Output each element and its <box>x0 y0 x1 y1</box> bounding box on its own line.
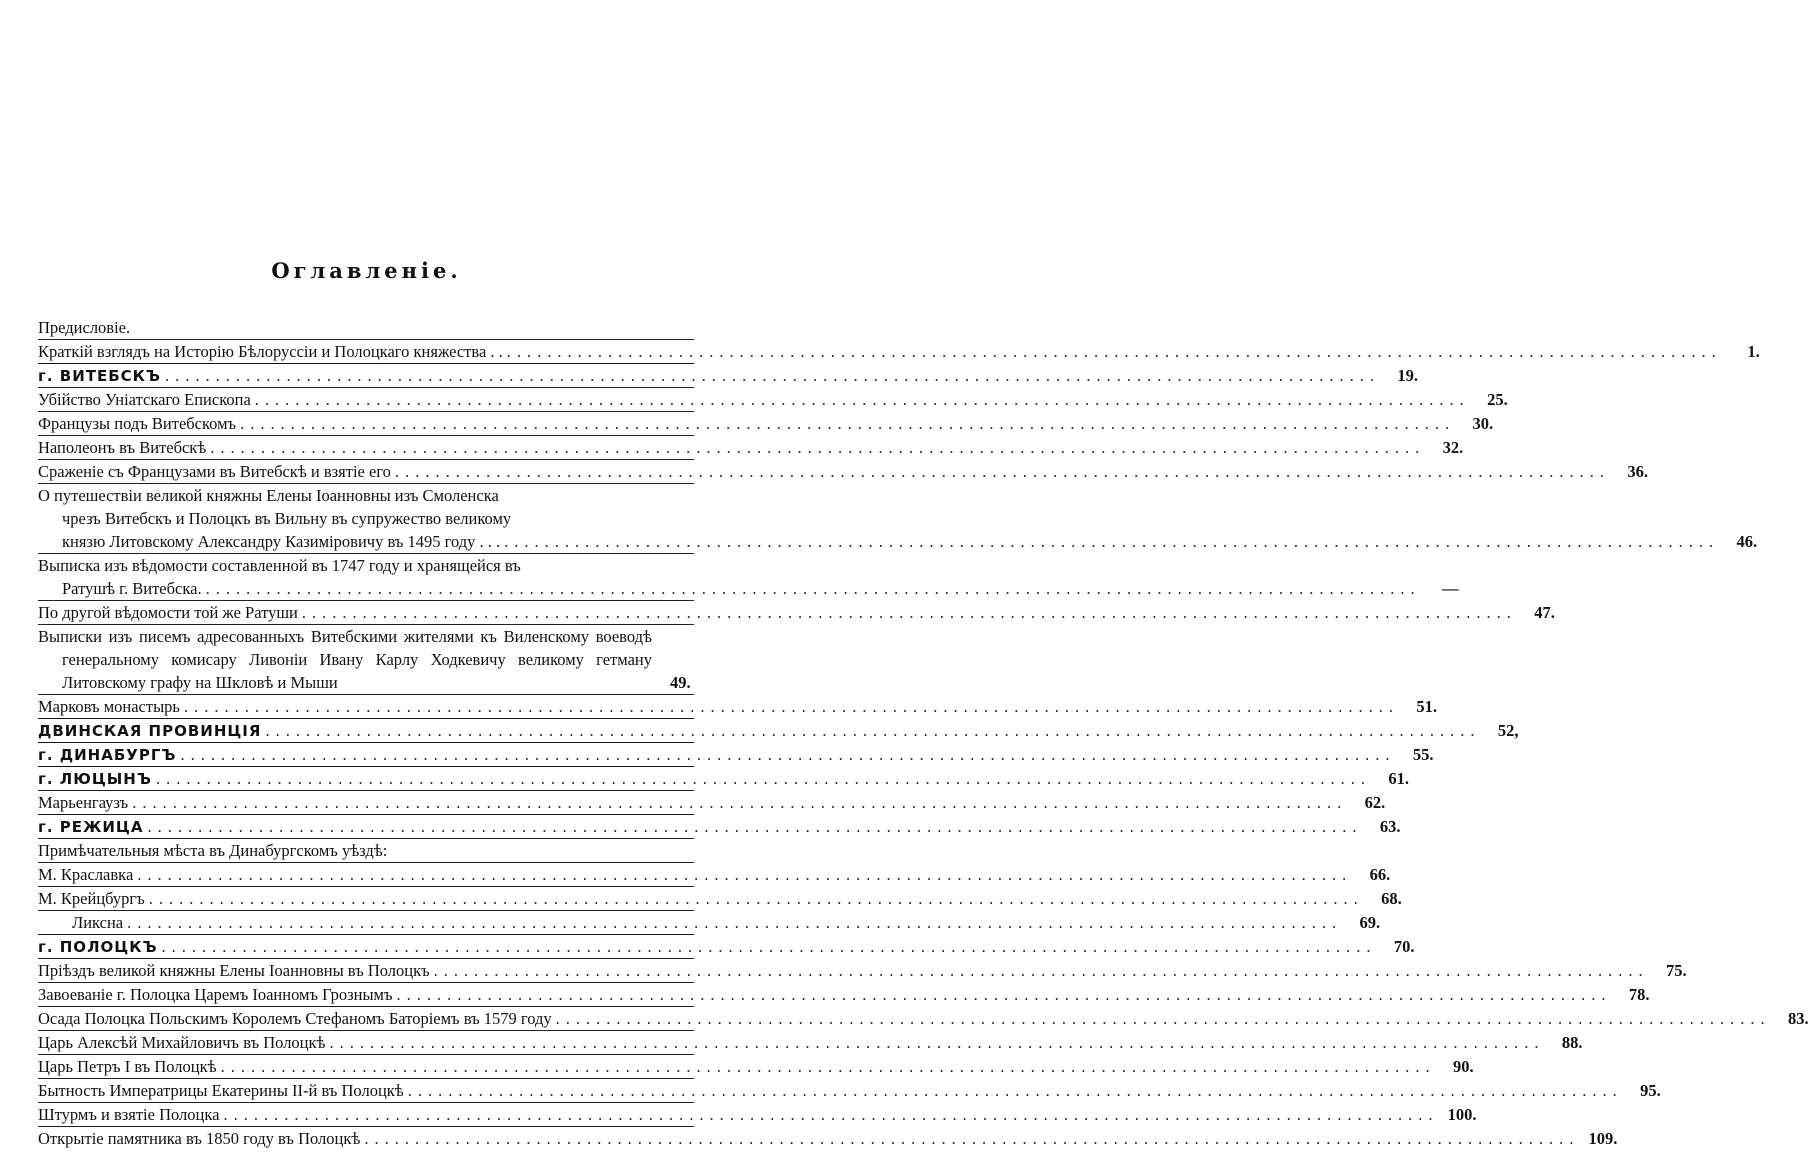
toc-entry-title: г. ПОЛОЦКЪ <box>38 938 158 956</box>
toc-entry <box>38 553 1459 600</box>
toc-entry <box>38 766 1409 790</box>
toc-entry-title: Осада Полоцка Польскимъ Королемъ Стефаномъ Баторіемъ въ 1579 году <box>38 1009 552 1028</box>
toc-entry-title: Выписка изъ вѣдомости составленной въ 1747 году и хранящейся въ <box>38 556 521 575</box>
page-number: 68. <box>1381 889 1402 908</box>
toc-entry-title: Французы подъ Витебскомъ <box>38 414 237 433</box>
toc-entry-title: Царь Алексѣй Михайловичъ въ Полоцкѣ <box>38 1033 326 1052</box>
dot-leader: ........................................................................................................................ <box>265 721 1481 740</box>
toc-entry <box>38 862 1391 886</box>
dot-leader: ........................................................................................................................ <box>210 438 1426 457</box>
toc-entry <box>38 694 1437 718</box>
toc-entry <box>38 1126 1618 1150</box>
page-number: 25. <box>1487 390 1508 409</box>
dot-leader: ........................................................................................................................ <box>155 769 1371 788</box>
toc-entry-title: Бытность Императрицы Екатерины II-й въ Полоцкѣ <box>38 1081 404 1100</box>
dot-leader: ........................................................................................................................ <box>364 1129 1580 1148</box>
page-number: 46. <box>1736 532 1758 551</box>
toc-entry <box>38 411 1494 435</box>
toc-entry <box>38 1078 1661 1102</box>
page-number: 51. <box>1416 697 1437 716</box>
page-number: 47. <box>1534 603 1555 622</box>
toc-entry <box>38 363 1419 387</box>
page-number: 69. <box>1359 913 1381 932</box>
dot-leader: ........................................................................................................................ <box>147 817 1363 836</box>
page-number: 90. <box>1452 1057 1474 1076</box>
toc-entry-title: Открытіе памятника въ 1850 году въ Полоцкѣ <box>38 1129 361 1148</box>
toc-entry-title: Ратушѣ г. Витебска. <box>62 579 202 598</box>
dot-leader: ........................................................................................................................ <box>180 745 1396 764</box>
toc-entry <box>38 790 1386 814</box>
page-number: 100. <box>1447 1105 1477 1124</box>
page-number: 61. <box>1388 769 1409 788</box>
dot-leader: ........................................................................................................................ <box>205 579 1421 598</box>
toc-entry-title: Штурмъ и взятіе Полоцка <box>38 1105 220 1124</box>
dot-leader: ........................................................................................................................ <box>223 1105 1439 1124</box>
dot-leader: ........................................................................................................................ <box>301 603 1517 622</box>
page-number: 109. <box>1588 1129 1618 1148</box>
toc-entry-title: Убійство Уніатскаго Епископа <box>38 390 251 409</box>
toc-entry <box>38 1054 1474 1078</box>
toc-entry-title: чрезъ Витебскъ и Полоцкъ въ Вильну въ супружество великому <box>62 509 512 528</box>
page-number: 88. <box>1561 1033 1583 1052</box>
toc-entry-title: Марьенгаузъ <box>38 793 129 812</box>
toc-entry-title: О путешествіи великой княжны Елены Іоанновны изъ Смоленска <box>38 486 499 505</box>
toc-entry <box>38 814 1401 838</box>
toc-entry-title: М. Крейцбургъ <box>38 889 145 908</box>
page-number: 30. <box>1472 414 1494 433</box>
dot-leader: ........................................................................................................................ <box>407 1081 1623 1100</box>
toc-entry-title: Предисловіе. <box>38 318 131 337</box>
dot-leader: ........................................................................................................................ <box>220 1057 1436 1076</box>
toc-entry-title: Сраженіе съ Французами въ Витебскѣ и взятіе его <box>38 462 391 481</box>
toc-entry <box>38 886 1402 910</box>
toc-entry-title: По другой вѣдомости той же Ратуши <box>38 603 298 622</box>
page-number: 63. <box>1379 817 1401 836</box>
toc-entry-title: г. ДИНАБУРГЪ <box>38 746 177 764</box>
page-number: 70. <box>1393 937 1415 956</box>
table-of-contents <box>38 316 1809 1150</box>
dot-leader: ........................................................................................................................ <box>183 697 1399 716</box>
toc-entry <box>38 910 1381 934</box>
toc-entry-title: Царь Петръ I въ Полоцкѣ <box>38 1057 217 1076</box>
page-number: 1. <box>1747 342 1760 361</box>
toc-entry-title: г. ВИТЕБСКЪ <box>38 367 162 385</box>
page-number: 32. <box>1442 438 1464 457</box>
toc-entry <box>38 435 1464 459</box>
page-title: Оглавленiе. <box>271 258 462 283</box>
toc-entry <box>38 838 694 862</box>
toc-entry-title: ДВИНСКАЯ ПРОВИНЦІЯ <box>38 722 262 740</box>
toc-entry-title: Выписки изъ писемъ адресованныхъ Витебскими жителями къ Виленскому воеводѣ генеральному комисару Ливоніи Ивану Карлу Ходкевичу великому гетману Литовскому графу на Шкловѣ и Мыши <box>38 627 652 692</box>
toc-entry <box>38 934 1415 958</box>
toc-entry-title: Краткій взглядъ на Исторію Бѣлоруссіи и Полоцкаго княжества . . <box>38 342 503 361</box>
toc-entry <box>38 1030 1583 1054</box>
toc-entry-title: Завоеваніе г. Полоцка Царемъ Іоанномъ Грознымъ <box>38 985 393 1004</box>
dot-leader: ........................................................................................................................ <box>555 1009 1771 1028</box>
toc-entry <box>38 742 1434 766</box>
toc-entry-title: г. РЕЖИЦА <box>38 818 144 836</box>
toc-entry <box>38 600 1555 624</box>
page-number: 83. <box>1788 1009 1809 1028</box>
dot-leader: ........................................................................................................................ <box>132 793 1348 812</box>
toc-entry-title: г. ЛЮЦЫНЪ <box>38 770 152 788</box>
toc-entry <box>38 1102 1477 1126</box>
dot-leader: ........................................................................................................................ <box>137 865 1353 884</box>
page-number: — <box>1442 579 1459 598</box>
page-number: 62. <box>1364 793 1386 812</box>
dot-leader: ........................................................................................................................ <box>396 985 1612 1004</box>
toc-entry <box>38 316 694 339</box>
toc-entry <box>38 483 1758 553</box>
toc-entry-title: М. Краславка <box>38 865 134 884</box>
dot-leader: ........................................................................................................................ <box>506 342 1722 361</box>
dot-leader: ........................................................................................................................ <box>504 532 1720 551</box>
dot-leader: ........................................................................................................................ <box>329 1033 1545 1052</box>
page-number: 19. <box>1397 366 1419 385</box>
page-number: 36. <box>1627 462 1648 481</box>
toc-entry <box>38 1006 1809 1030</box>
page-number: 95. <box>1640 1081 1661 1100</box>
toc-entry-title: Пріѣздъ великой княжны Елены Іоанновны въ Полоцкъ <box>38 961 430 980</box>
dot-leader: ........................................................................................................................ <box>127 913 1343 932</box>
page-number: 66. <box>1369 865 1391 884</box>
toc-entry <box>38 718 1519 742</box>
toc-entry <box>38 459 1648 483</box>
toc-entry <box>38 982 1650 1006</box>
toc-entry <box>38 958 1687 982</box>
dot-leader: ........................................................................................................................ <box>240 414 1456 433</box>
dot-leader: ........................................................................................................................ <box>254 390 1470 409</box>
toc-entry: Выписки изъ писемъ адресованныхъ Витебскими жителями къ Виленскому воеводѣ генеральному комисару Ливоніи Ивану Карлу Ходкевичу великому гетману Литовскому графу на Шкловѣ и Мыши 49. <box>38 624 694 694</box>
page-number: 52, <box>1497 721 1519 740</box>
dot-leader: ........................................................................................................................ <box>433 961 1649 980</box>
page-number: 75. <box>1666 961 1687 980</box>
dot-leader: ........................................................................................................................ <box>394 462 1610 481</box>
toc-entry <box>38 339 1760 363</box>
page-number: 78. <box>1628 985 1650 1004</box>
dot-leader: ........................................................................................................................ <box>165 366 1381 385</box>
page-number: 55. <box>1412 745 1434 764</box>
dot-leader: ........................................................................................................................ <box>161 937 1377 956</box>
dot-leader: ........................................................................................................................ <box>148 889 1364 908</box>
toc-entry-title: Марковъ монастырь <box>38 697 180 716</box>
toc-entry-title: князю Литовскому Александру Казиміровичу въ 1495 году . . . <box>62 532 501 551</box>
toc-entry-title: Наполеонъ въ Витебскѣ <box>38 438 207 457</box>
toc-entry <box>38 387 1508 411</box>
toc-entry-title: Примѣчательныя мѣста въ Динабургскомъ уѣздѣ: <box>38 841 388 860</box>
toc-entry-title: Ликсна <box>72 913 124 932</box>
